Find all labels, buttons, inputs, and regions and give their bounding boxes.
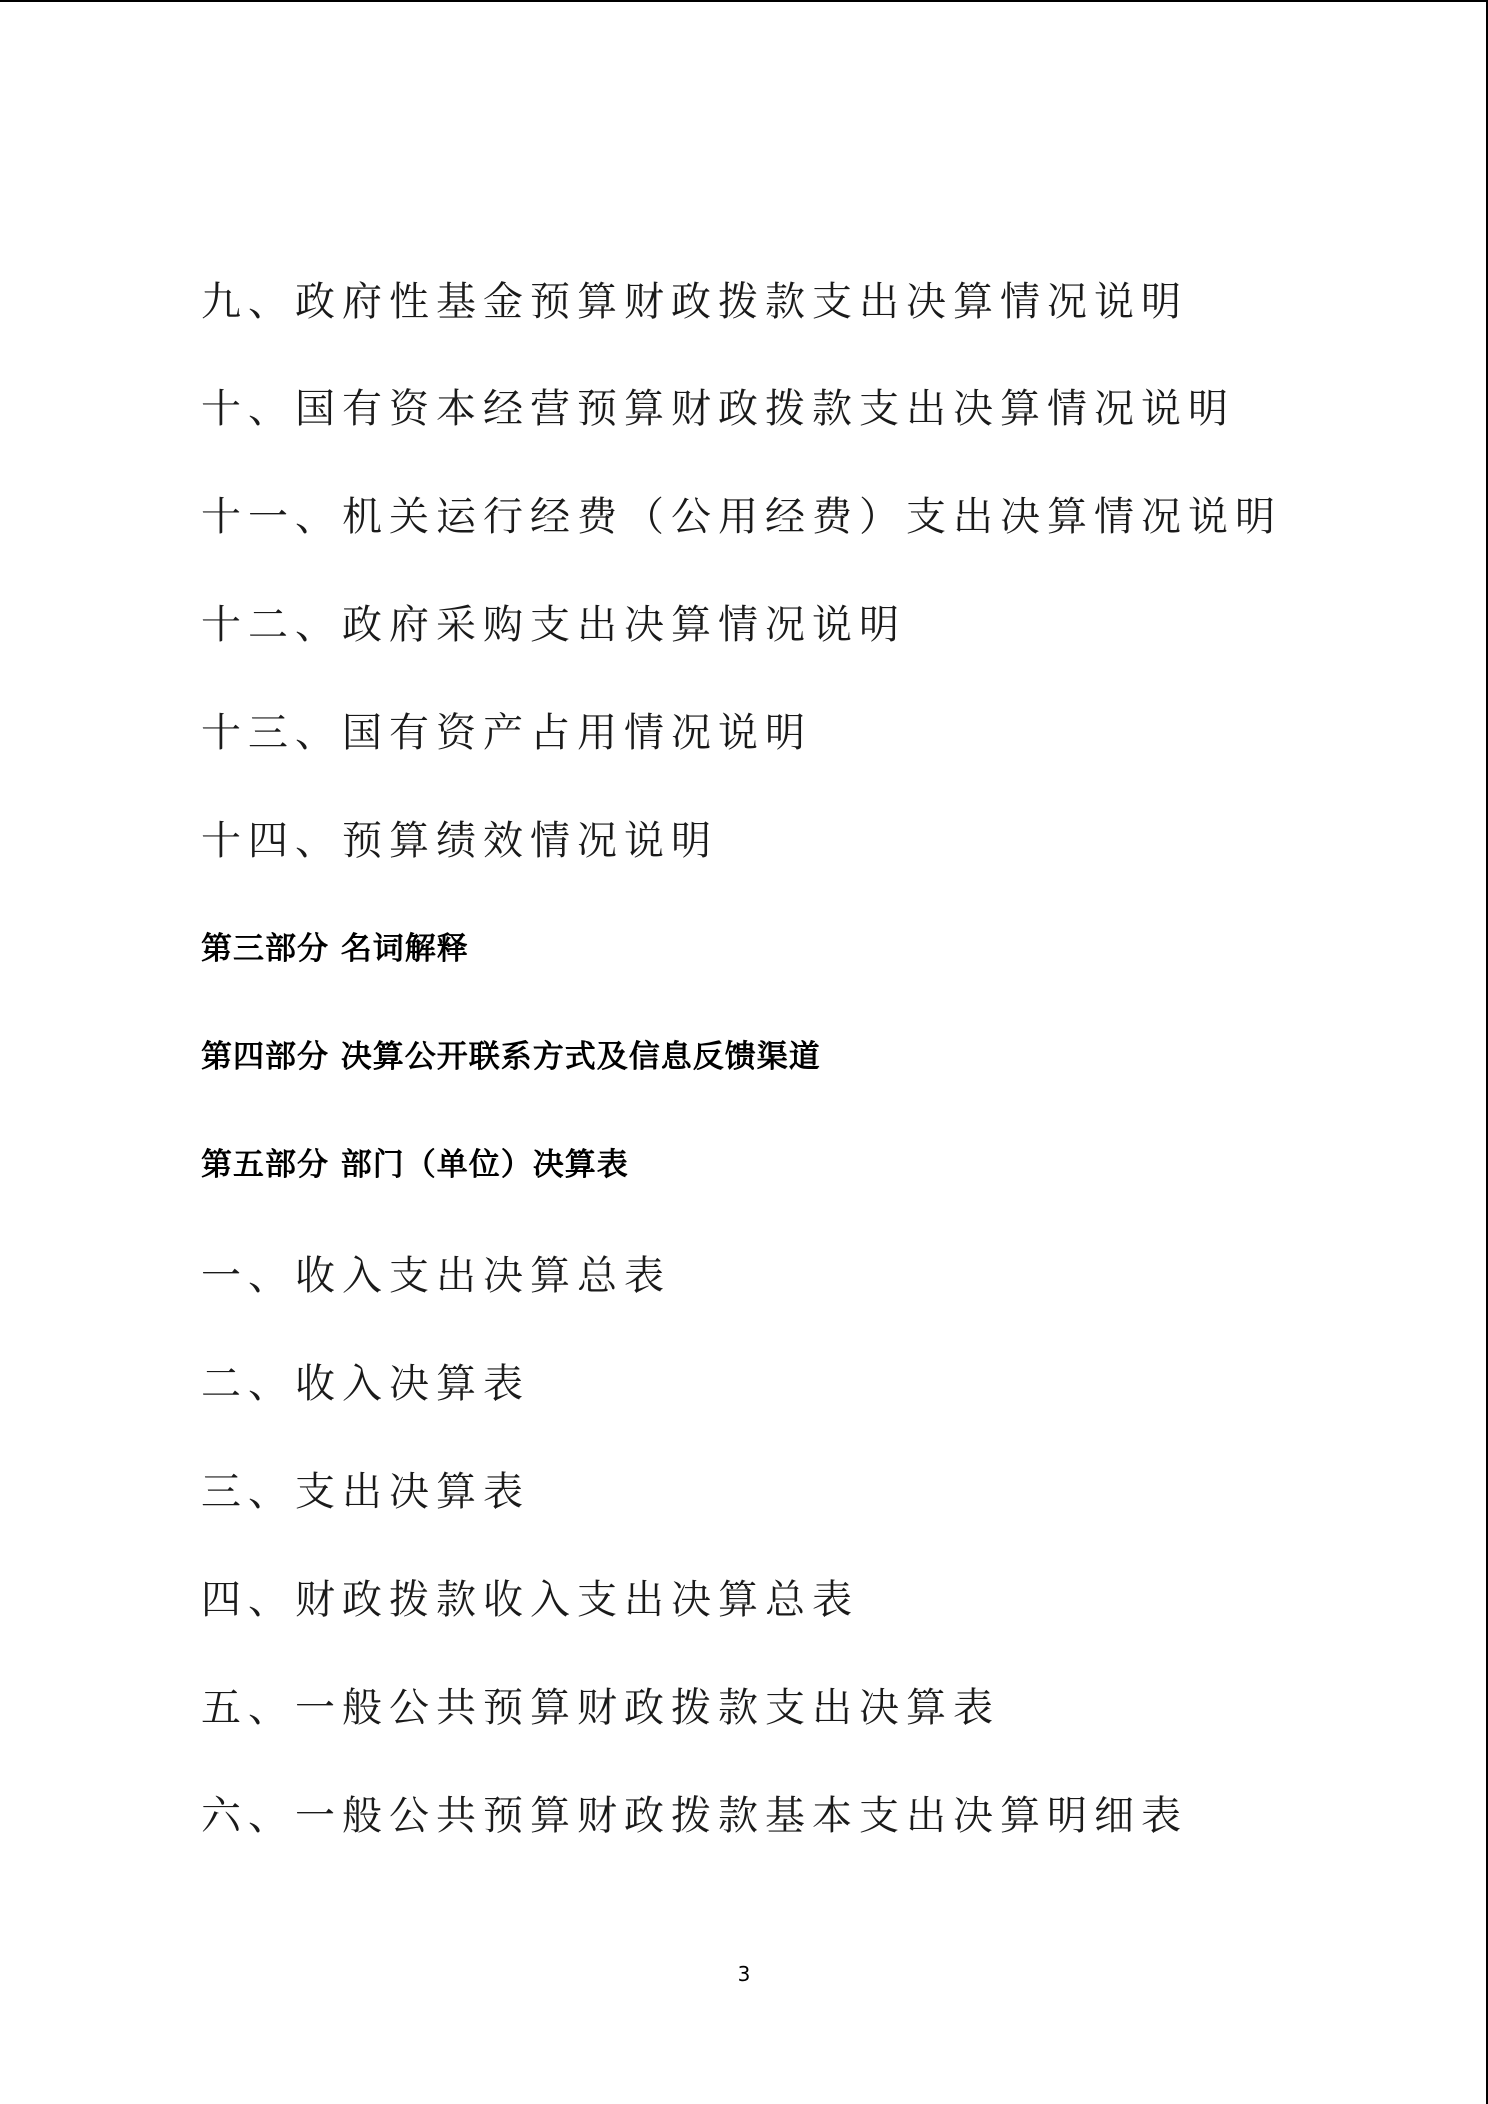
toc-heading-part-five: 第五部分 部门（单位）决算表 [201, 1147, 629, 1183]
toc-item-fiscal-allocation-summary: 四、财政拨款收入支出决算总表 [201, 1577, 859, 1623]
toc-heading-part-four: 第四部分 决算公开联系方式及信息反馈渠道 [201, 1039, 821, 1075]
toc-item-income-expenditure-summary: 一、收入支出决算总表 [201, 1253, 671, 1299]
page-number: 3 [737, 1962, 751, 1986]
toc-item-government-procurement: 十二、政府采购支出决算情况说明 [201, 602, 906, 648]
page-top-border [0, 0, 1488, 2]
toc-item-state-assets: 十三、国有资产占用情况说明 [201, 710, 812, 756]
toc-item-operating-expenses: 十一、机关运行经费（公用经费）支出决算情况说明 [201, 494, 1282, 540]
toc-item-expenditure-table: 三、支出决算表 [201, 1469, 530, 1515]
toc-item-income-table: 二、收入决算表 [201, 1361, 530, 1407]
toc-item-state-capital-expenditure: 十、国有资本经营预算财政拨款支出决算情况说明 [201, 386, 1235, 432]
toc-item-general-budget-basic-detail: 六、一般公共预算财政拨款基本支出决算明细表 [201, 1793, 1188, 1839]
toc-heading-part-three: 第三部分 名词解释 [201, 931, 469, 967]
toc-item-fund-budget-expenditure: 九、政府性基金预算财政拨款支出决算情况说明 [201, 279, 1188, 325]
toc-item-budget-performance: 十四、预算绩效情况说明 [201, 818, 718, 864]
toc-item-general-budget-expenditure: 五、一般公共预算财政拨款支出决算表 [201, 1685, 1000, 1731]
